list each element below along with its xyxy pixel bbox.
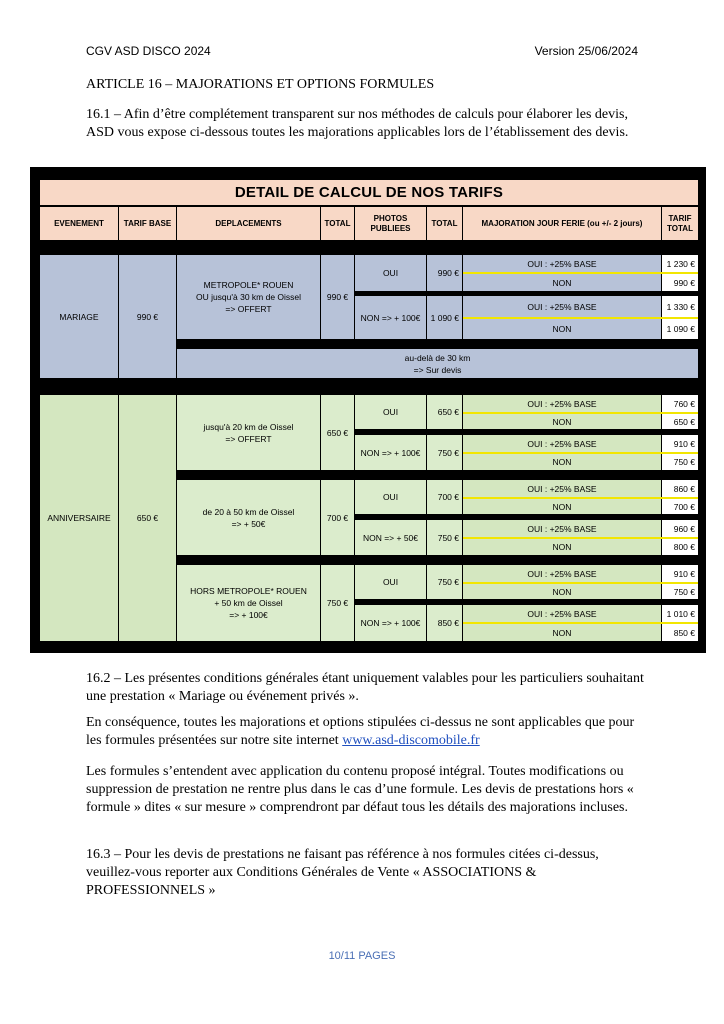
article-title: ARTICLE 16 – MAJORATIONS ET OPTIONS FORMULES <box>86 77 435 92</box>
photos-cell: NON => + 100€ <box>355 435 426 470</box>
option-holiday-no: NON <box>463 584 661 599</box>
photos-total-cell: 750 € <box>427 565 462 599</box>
photos-cell: OUI <box>355 480 426 514</box>
deplacement-cell: METROPOLE* ROUEN OU jusqu'à 30 km de Oissel => OFFERT <box>177 255 320 339</box>
option-holiday-yes: OUI : +25% BASE <box>463 565 661 582</box>
paragraph-16-3: 16.3 – Pour les devis de prestations ne faisant pas référence à nos formules citées ci-dessus, veuillez-vous reporter aux Conditions Générales de Vente « ASSOCIATIONS & PROFESSIONNELS » <box>86 847 599 898</box>
deplacement-cell: de 20 à 50 km de Oissel => + 50€ <box>177 480 320 555</box>
option-holiday-yes: OUI : +25% BASE <box>463 480 661 497</box>
total-price-cell: 650 € <box>662 414 698 429</box>
option-holiday-no: NON <box>463 624 661 641</box>
option-holiday-no: NON <box>463 319 661 339</box>
deplacement-total-cell: 990 € <box>321 255 354 339</box>
base-price-cell: 650 € <box>119 395 176 641</box>
total-price-cell: 760 € <box>662 395 698 412</box>
option-holiday-no: NON <box>463 499 661 514</box>
total-price-cell: 1 090 € <box>662 319 698 339</box>
option-holiday-yes: OUI : +25% BASE <box>463 296 661 317</box>
note-beyond-30km: au-delà de 30 km => Sur devis <box>177 349 698 378</box>
total-price-cell: 860 € <box>662 480 698 497</box>
photos-total-cell: 1 090 € <box>427 296 462 339</box>
header-left: CGV ASD DISCO 2024 <box>86 44 211 58</box>
paragraph-conditions <box>86 714 646 750</box>
option-holiday-yes: OUI : +25% BASE <box>463 395 661 412</box>
photos-total-cell: 990 € <box>427 255 462 291</box>
photos-total-cell: 850 € <box>427 605 462 641</box>
option-holiday-yes: OUI : +25% BASE <box>463 520 661 537</box>
photos-total-cell: 750 € <box>427 520 462 555</box>
option-holiday-yes: OUI : +25% BASE <box>463 435 661 452</box>
table-title: DETAIL DE CALCUL DE NOS TARIFS <box>40 180 698 205</box>
page-number: 10/11 PAGES <box>328 950 396 962</box>
column-header: MAJORATION JOUR FERIE (ou +/- 2 jours) <box>463 207 661 240</box>
intro-paragraph: 16.1 – Afin d’être complétement transparent sur nos méthodes de calculs pour élaborer les devis, ASD vous expose ci-dessous toutes les majorations applicables lors de l’établissement des devis. <box>86 107 629 140</box>
paragraph-formules: Les formules s’entendent avec application du contenu proposé intégral. Toutes modifications ou suppression de prestation ne rentre plus dans le cas d’une formule. Les devis de prestations hors « formule » dites « sur mesure » comprendront par défaut tous les détails des majorations incluses. <box>86 764 634 815</box>
column-header: PHOTOS PUBLIEES <box>355 207 426 240</box>
total-price-cell: 910 € <box>662 435 698 452</box>
total-price-cell: 750 € <box>662 454 698 470</box>
deplacement-total-cell: 650 € <box>321 395 354 470</box>
photos-total-cell: 750 € <box>427 435 462 470</box>
total-price-cell: 800 € <box>662 539 698 555</box>
event-cell: ANNIVERSAIRE <box>40 395 118 641</box>
column-header: TOTAL <box>321 207 354 240</box>
total-price-cell: 1 230 € <box>662 255 698 272</box>
option-holiday-no: NON <box>463 454 661 470</box>
option-holiday-no: NON <box>463 274 661 291</box>
event-cell: MARIAGE <box>40 255 118 378</box>
total-price-cell: 990 € <box>662 274 698 291</box>
base-price-cell: 990 € <box>119 255 176 378</box>
photos-cell: OUI <box>355 565 426 599</box>
website-link[interactable]: www.asd-discomobile.fr <box>342 733 480 748</box>
photos-cell: NON => + 100€ <box>355 296 426 339</box>
photos-cell: NON => + 100€ <box>355 605 426 641</box>
total-price-cell: 1 010 € <box>662 605 698 622</box>
photos-total-cell: 650 € <box>427 395 462 429</box>
total-price-cell: 910 € <box>662 565 698 582</box>
deplacement-total-cell: 700 € <box>321 480 354 555</box>
deplacement-cell: HORS METROPOLE* ROUEN + 50 km de Oissel => + 100€ <box>177 565 320 641</box>
total-price-cell: 850 € <box>662 624 698 641</box>
option-holiday-yes: OUI : +25% BASE <box>463 605 661 622</box>
option-holiday-yes: OUI : +25% BASE <box>463 255 661 272</box>
photos-cell: NON => + 50€ <box>355 520 426 555</box>
column-header: EVENEMENT <box>40 207 118 240</box>
option-holiday-no: NON <box>463 539 661 555</box>
photos-total-cell: 700 € <box>427 480 462 514</box>
tariff-table <box>30 167 706 653</box>
header-right: Version 25/06/2024 <box>534 44 638 58</box>
total-price-cell: 1 330 € <box>662 296 698 317</box>
total-price-cell: 750 € <box>662 584 698 599</box>
total-price-cell: 960 € <box>662 520 698 537</box>
option-holiday-no: NON <box>463 414 661 429</box>
column-header: TARIF TOTAL <box>662 207 698 240</box>
column-header: TARIF BASE <box>119 207 176 240</box>
column-header: TOTAL <box>427 207 462 240</box>
total-price-cell: 700 € <box>662 499 698 514</box>
photos-cell: OUI <box>355 255 426 291</box>
column-header: DEPLACEMENTS <box>177 207 320 240</box>
photos-cell: OUI <box>355 395 426 429</box>
paragraph-conditions-text: En conséquence, toutes les majorations et options stipulées ci-dessus ne sont applicables que pour les formules présentées sur notre site internet <box>86 715 635 748</box>
paragraph-16-2: 16.2 – Les présentes conditions générales étant uniquement valables pour les particuliers souhaitant une prestation « Mariage ou événement privés ». <box>86 671 644 704</box>
deplacement-total-cell: 750 € <box>321 565 354 641</box>
deplacement-cell: jusqu'à 20 km de Oissel => OFFERT <box>177 395 320 470</box>
